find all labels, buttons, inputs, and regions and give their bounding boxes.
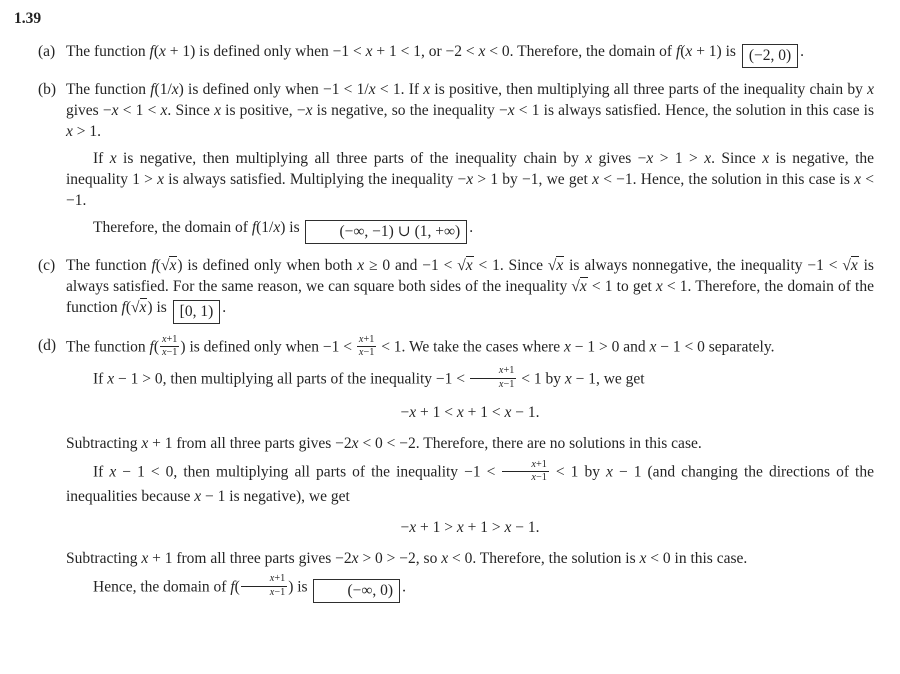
equation: −x + 1 > x + 1 > x − 1. (400, 518, 540, 536)
part-a-label: (a) (38, 43, 56, 60)
paragraph: The function f(√x) is defined only when both x ≥ 0 and −1 < √x < 1. Since √x is always nonnegative, the inequality −1 < √x is always satisfied. For the same reason, we can square both sides of the inequality √x < 1 to get x < 1. Therefore, the domain of the function f(√x) is [0, 1) . (66, 255, 874, 324)
fraction: $\frac{x+1}{x-1}$ (502, 459, 548, 485)
sqrt-icon: √x (547, 257, 564, 274)
part-d-label: (d) (38, 337, 57, 354)
part-c-body (66, 255, 874, 324)
sqrt-icon: √x (457, 257, 473, 274)
boxed-answer: (−∞, −1) ∪ (1, +∞) (305, 220, 467, 244)
paragraph: If x − 1 < 0, then multiplying all parts of the inequality −1 < $\frac{x+1}{x-1}$ < 1 by x − 1 (and changing the directions of the inequalities because x − 1 is negative), we get (66, 458, 874, 505)
paragraph: Subtracting x + 1 from all three parts gives −2x < 0 < −2. Therefore, there are no solutions in this case. (66, 435, 702, 453)
sqrt-icon: √x (160, 257, 177, 274)
sqrt-icon: √x (131, 299, 147, 316)
problem-number: 1.39 (14, 10, 42, 27)
sqrt-icon: √x (842, 257, 858, 274)
paragraph: Therefore, the domain of f(1/x) is (−∞, −1) ∪ (1, +∞) . (66, 217, 874, 244)
part-b-label: (b) (38, 81, 57, 98)
boxed-answer: (−∞, 0) (313, 579, 400, 603)
part-c-label: (c) (38, 257, 56, 274)
part-b (38, 79, 874, 244)
boxed-answer: [0, 1) (173, 300, 221, 324)
part-a-body (66, 41, 874, 68)
part-c (38, 255, 874, 324)
paragraph: Hence, the domain of f( $\frac{x+1}{x-1}$ ) is (−∞, 0) . (66, 575, 874, 603)
part-d (38, 335, 874, 603)
fraction: $\frac{x+1}{x-1}$ (358, 333, 375, 359)
paragraph: If x is negative, then multiplying all three parts of the inequality chain by x gives −x > 1 > x. Since x is negative, the inequality 1 > x is always satisfied. Multiplying the inequality −x > 1 by −1, we get x < −1. Hence, the solution in this case is x < −1. (66, 150, 875, 209)
boxed-answer: (−2, 0) (742, 44, 798, 68)
fraction: $\frac{x+1}{x-1}$ (162, 333, 178, 359)
sqrt-icon: √x (571, 278, 587, 295)
part-a (38, 41, 874, 68)
paragraph: Subtracting x + 1 from all three parts gives −2x > 0 > −2, so x < 0. Therefore, the solution is x < 0 in this case. (66, 549, 748, 567)
part-b-body (66, 79, 874, 244)
equation: −x + 1 < x + 1 < x − 1. (400, 404, 540, 422)
paragraph: If x − 1 > 0, then multiplying all parts of the inequality −1 < $\frac{x+1}{x-1}$ < 1 by x − 1, we get (93, 365, 645, 390)
paragraph: The function f( $\frac{x+1}{x-1}$ ) is defined only when −1 < $\frac{x+1}{x-1}$ < 1. We take the cases where x − 1 > 0 and x − 1 < 0 separately. (66, 333, 775, 359)
fraction: $\frac{x+1}{x-1}$ (470, 365, 516, 391)
paragraph: The function f(x + 1) is defined only when −1 < x + 1 < 1, or −2 < x < 0. Therefore, the domain of f(x + 1) is (−2, 0) . (66, 41, 874, 68)
fraction: $\frac{x+1}{x-1}$ (241, 573, 287, 599)
paragraph: The function f(1/x) is defined only when −1 < 1/x < 1. If x is positive, then multiplying all three parts of the inequality chain by x gives −x < 1 < x. Since x is positive, −x is negative, so the inequality −x < 1 is always satisfied. Hence, the solution in this case is x > 1. (66, 81, 875, 140)
part-d-body (66, 335, 874, 603)
